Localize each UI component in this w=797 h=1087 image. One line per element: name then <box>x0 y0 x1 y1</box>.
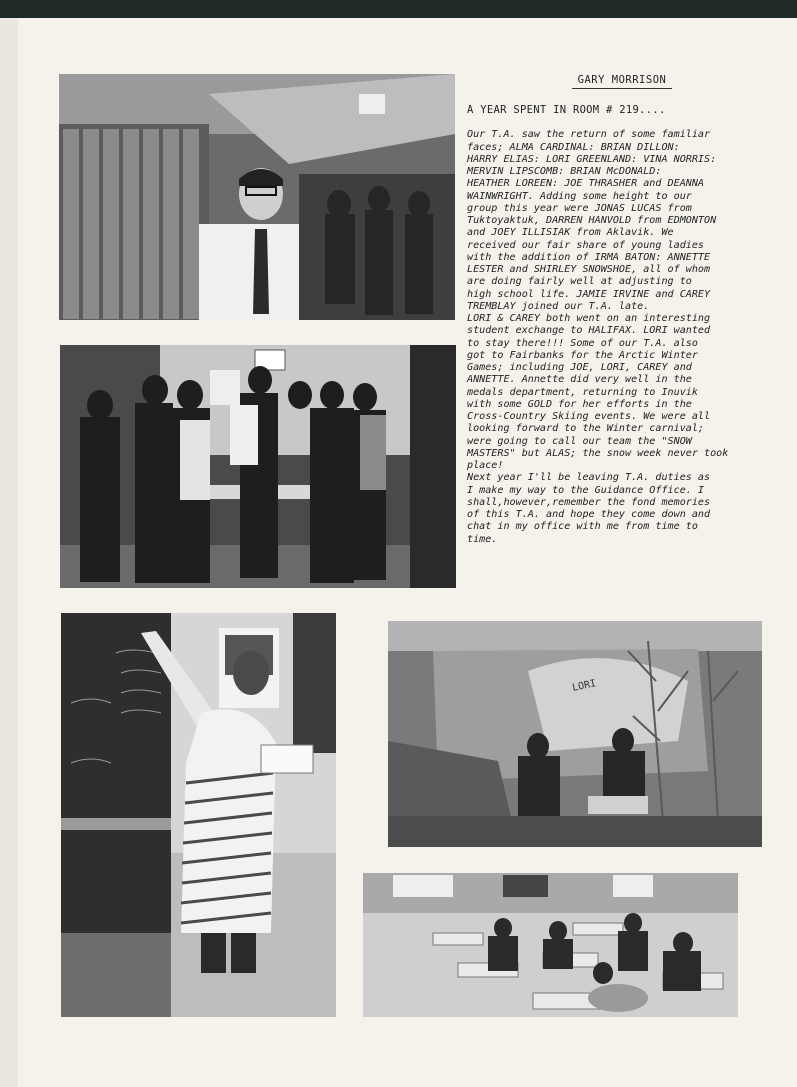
stage-map-label: LORI <box>571 678 598 694</box>
photo-teacher-hallway <box>59 74 455 320</box>
author-byline: GARY MORRISON <box>467 74 777 86</box>
adjacent-page-edge <box>0 18 19 1087</box>
photo-classroom-desks <box>363 873 738 1017</box>
article-headline: A YEAR SPENT IN ROOM # 219.... <box>467 104 666 117</box>
photo-robed-teacher-chalkboard <box>61 613 336 1017</box>
article-column <box>467 74 777 546</box>
photo-students-stage-map <box>388 621 762 847</box>
article-body: Our T.A. saw the return of some familiar faces; ALMA CARDINAL: BRIAN DILLON: HARRY ELIAS: LORI GREENLAND: VINA NORRIS: MERVIN LIPSCOMB: BRIAN McDONALD: HEATHER LOREEN: JOE THRASHER and DEANNA WAINWRIGHT. Adding some height to our group this year were JONAS LUCAS from Tuktoyaktuk, DARREN HANVOLD from EDMONTON and JOEY ILLISIAK from Aklavik. We received our fair share of young ladies with the addition of IRMA BATON: ANNETTE LESTER and SHIRLEY SNOWSHOE, all of whom are doing fairly well at adjusting to high school life. JAMIE IRVINE and CAREY TREMBLAY joined our T.A. late. LORI & CAREY both went on an interesting student exchange to HALIFAX. LORI wanted to stay there!!! Some of our T.A. also got to Fairbanks for the Arctic Winter Games; including JOE, LORI, CAREY and ANNETTE. Annette did very well in the medals department, returning to Inuvik with some GOLD for her efforts in the Cross-Country Skiing events. We were all looking forward to the Winter carnival; were going to call our team the "SNOW MASTERS" but ALAS; the snow week never took place! Next year I'll be leaving T.A. duties as I make my way to the Guidance Office. I shall,however,remember the fond memories of this T.A. and hope they come down and chat in my office with me from time to time. <box>467 129 729 545</box>
photo-bake-sale <box>60 345 456 588</box>
